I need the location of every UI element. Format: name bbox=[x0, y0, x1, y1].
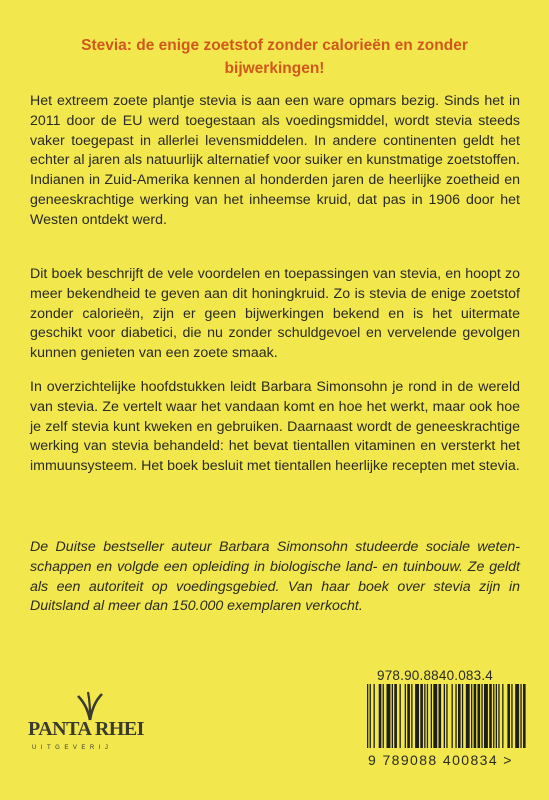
body-paragraph-2: Dit boek beschrijft de vele voordelen en toepassingen van stevia, en hoopt zo meer bekendheid te geven aan dit honingkruid. Zo is stevia de enige zoetstof zonder calorieën, zijn er geen bijwerkingen bekend en is het uitermate geschikt voor diabetici, die nu zonder schuldgevoel en vervelende gevolgen kunnen genieten van een zoete smaak. bbox=[30, 266, 520, 362]
barcode-digits: 9 789088 400834 > bbox=[368, 752, 513, 768]
publisher-subtitle: UITGEVERIJ bbox=[32, 745, 113, 751]
body-paragraph-3: In overzichtelijke hoofdstukken leidt Barbara Simonsohn je rond in de wereld van stevia. Ze vertelt waar het vandaan komt en hoe het werkt, maar ook hoe je zelf stevia kunt kweken en gebruiken. Daarnaast wordt de geneeskrachtige werking van stevia behandeld: het bevat tientallen vitaminen en versterkt het immuunsysteem. Het boek besluit met tientallen heerlijke recepten met stevia. bbox=[30, 379, 520, 475]
barcode bbox=[367, 684, 527, 750]
publisher-name: PANTA RHEI bbox=[28, 718, 144, 740]
author-bio: De Duitse bestseller auteur Barbara Simonsohn studeerde sociale weten-schappen en volgde een opleiding in biologische land- en tuinbouw. Ze geldt als een autoriteit op voedingsgebied. Van haar boek over stevia zijn in Duitsland al meer dan 150.000 exemplaren verkocht. bbox=[30, 539, 520, 615]
body-paragraph-1: Het extreem zoete plantje stevia is aan een ware opmars bezig. Sinds het in 2011 door de EU werd toegestaan als voedingsmiddel, wordt stevia steeds vaker toegepast in allerlei levensmiddelen. In andere continenten geldt het echter al jaren als natuurlijk alternatief voor suiker en kunstmatige zoetstoffen. Indianen in Zuid-Amerika kennen al honderden jaren de heerlijke zoetheid en geneeskrachtige werking van het inheemse kruid, dat pas in 1906 door het Westen ontdekt werd. bbox=[30, 93, 520, 228]
isbn-number: 978.90.8840.083.4 bbox=[377, 668, 494, 683]
publisher-logo bbox=[28, 690, 158, 770]
cover-headline: Stevia: de enige zoetstof zonder calorieën en zonder bijwerkingen! bbox=[81, 37, 468, 77]
